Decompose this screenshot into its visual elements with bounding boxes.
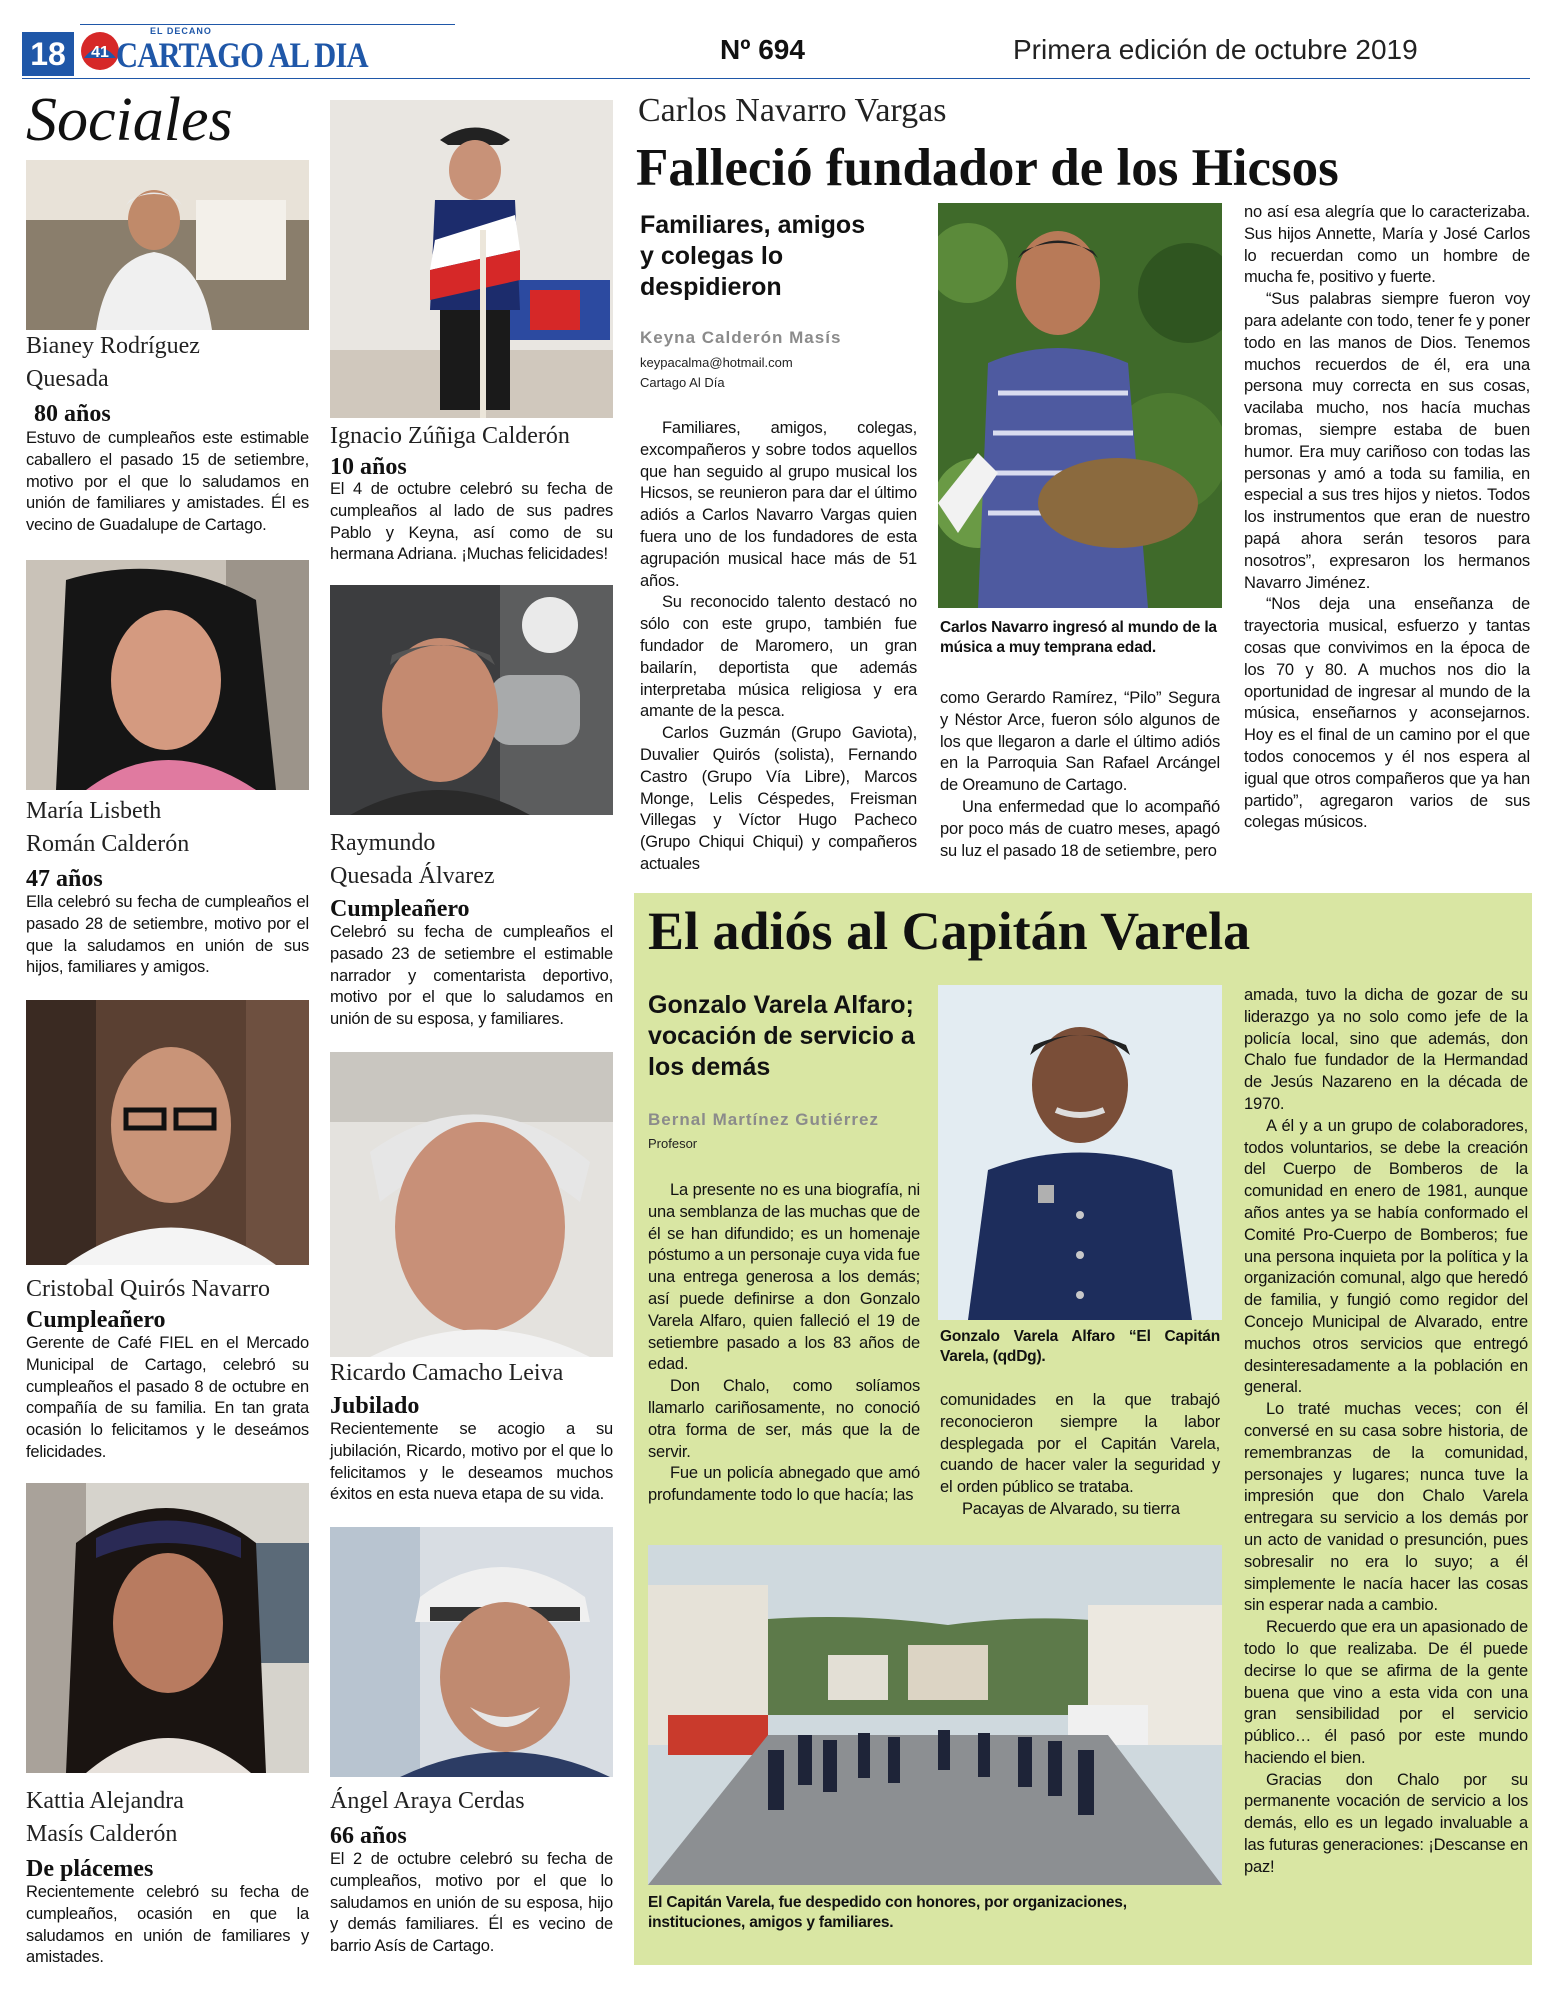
article2-headline: El adiós al Capitán Varela — [648, 901, 1251, 961]
photo-carlos-navarro — [938, 203, 1222, 608]
photo-cristobal — [26, 1000, 309, 1265]
photo-capitan-varela — [938, 985, 1222, 1320]
photo-angel — [330, 1527, 613, 1777]
socials-2-name-2: Román Calderón — [26, 831, 190, 857]
photo-kattia — [26, 1483, 309, 1773]
socials-3-text: Gerente de Café FIEL en el Mercado Municipal de Cartago, celebró su cumpleaños el pasado 8 de octubre en compañía de su familia. En tan grata ocasión lo felicitamos y le deseámos felicidades. — [26, 1334, 309, 1461]
socials-4-name-2: Masís Calderón — [26, 1821, 178, 1847]
photo-ricardo — [330, 1052, 613, 1357]
socials-1-tag: 80 años — [34, 401, 111, 427]
article2-col1: La presente no es una biografía, ni una semblanza de las muchas que de él se han difundido; es un homenaje póstumo a un personaje cuya vida fue una entrega generosa a los demás; así puede definirse a don Gonzalo Varela Alfaro, quien falleció el 19 de setiembre pasado a los 83 años de edad. Don Chalo, como solíamos llamarlo cariñosamente, no conoció otra forma de ser, más que la de servir. Fue un policía abnegado que amó profundamente todo lo que hacía; las — [648, 1181, 920, 1505]
issue-number: Nº 694 — [720, 34, 805, 65]
header-rule-short — [80, 24, 455, 25]
socials-4-name-1: Kattia Alejandra — [26, 1788, 184, 1814]
socials-3-tag: Cumpleañero — [26, 1307, 166, 1333]
edition-date: Primera edición de octubre 2019 — [1013, 34, 1418, 65]
article1-author: Keyna Calderón Masís — [640, 328, 842, 347]
logo-small-text: EL DECANO — [150, 26, 212, 36]
socials-7-text: Recientemente se acogio a su jubilación, Ricardo, motivo por el que lo felicitamos y le deseamos muchos éxitos en esta nueva etapa de su vida. — [330, 1420, 613, 1504]
socials-1-name-2: Quesada — [26, 366, 109, 392]
socials-6-name-1: Raymundo — [330, 830, 436, 856]
article2-col3: amada, tuvo la dicha de gozar de su liderazgo ya no solo como jefe de la policía local, sino que además, don Chalo fue fundador de la Hermandad de Jesús Nazareno en la década de 1970. A él y a un grupo de colaboradores, todos voluntarios, se debe la creación del Cuerpo de Bomberos de la comunidad en enero de 1981, aunque años antes ya se había conformado el Comité Pro-Cuerpo de Bomberos; fue una persona inquieta por la política y la organización comunal, algo que heredó de familia, y fungió como regidor del Concejo Municipal de Alvarado, entre muchos otros servicios que entregó desinteresadamente a la población en general. Lo traté muchas veces; con él conversé en su casa sobre historia, de remembranzas de la comunidad, personajes y lugares; nunca tuve la impresión que don Chalo Varela entregara su servicio a los demás por un acto de vanidad o presunción, pues sobresalir no era lo suyo; a él simplemente le nacía hacer las cosas sin esperar nada a cambio. Recuerdo que era un apasionado de todo lo que realizaba. De él puede decirse lo que se afirma de la gente buena que vino a esta vida con una gran sensibilidad por el servicio público… él pasó por este mundo haciendo el bien. Gracias don Chalo por su permanente vocación de servicio a los demás, ello es un legado invaluable a las futuras generaciones: ¡Descanse en paz! — [1244, 986, 1528, 1876]
article1-photo-caption: Carlos Navarro ingresó al mundo de la música a muy temprana edad. — [940, 619, 1217, 656]
socials-5-text: El 4 de octubre celebró su fecha de cumpleaños al lado de sus padres Pablo y Keyna, así como de su hermana Adriana. ¡Muchas felicidades! — [330, 480, 613, 564]
socials-8-name-1: Ángel Araya Cerdas — [330, 1788, 525, 1814]
article1-email: keypacalma@hotmail.com — [640, 355, 793, 370]
article2-col2: comunidades en la que trabajó reconocieron siempre la labor desplegada por el Capitán Varela, cuando de hacer valer la seguridad y el orden público se trataba. Pacayas de Alvarado, su tierra — [940, 1391, 1220, 1518]
socials-2-name-1: María Lisbeth — [26, 798, 162, 824]
article1-subhead: Familiares, amigos y colegas lo despidieron — [640, 211, 866, 301]
logo-main-text: CARTAGO AL DIA — [116, 35, 368, 75]
page-number: 18 — [22, 32, 74, 76]
article1-col1: Familiares, amigos, colegas, excompañeros y sobre todos aquellos que han seguido al grupo musical los Hicsos, se reunieron para dar el último adiós a Carlos Navarro Vargas quien fuera uno de los fundadores de esta agrupación musical hace más de 51 años. Su reconocido talento destacó no sólo con este grupo, también fue fundador de Maromero, un gran bailarín, deportista que además interpretaba música religiosa y era amante de la pesca. Carlos Guzmán (Grupo Gaviota), Duvalier Quirós (solista), Fernando Castro (Grupo Vía Libre), Marcos Monge, Lelis Céspedes, Freisman Villegas y Víctor Hugo Pacheco (Grupo Chiqui Chiqui) y compañeros actuales — [640, 419, 917, 873]
socials-2-tag: 47 años — [26, 866, 103, 892]
socials-1-text: Estuvo de cumpleaños este estimable caballero el pasado 15 de setiembre, motivo por el que lo saludamos en unión de familiares y amistades. Él es vecino de Guadalupe de Cartago. — [26, 429, 309, 535]
article1-headline: Falleció fundador de los Hicsos — [636, 139, 1339, 197]
socials-7-name-1: Ricardo Camacho Leiva — [330, 1360, 564, 1386]
article2-portrait-caption: Gonzalo Varela Alfaro “El Capitán Varela, (qdDg). — [940, 1328, 1220, 1365]
socials-4-tag: De plácemes — [26, 1856, 154, 1882]
article1-col3: no así esa alegría que lo caracterizaba. Sus hijos Annette, María y José Carlos lo recuerdan como un hombre de mucha fe, positivo y fuerte. “Sus palabras siempre fueron voy para adelante con todo, tener fe y poner todo en las manos de Dios. Tenemos muchos recuerdos de él, era una persona muy correcta en sus cosas, vacilaba mucho, nos hacía muchas bromas, siempre estaba de buen humor. Era muy cariñoso con todas las personas y amó a toda su familia, en especial a sus tres hijos y nietos. Todos los instrumentos que eran de nuestro papá ahora serán tesoros para nosotros”, expresaron los hermanos Navarro Jiménez. “Nos deja una enseñanza de trayectoria musical, esfuerzo y tantas cosas que convivimos en la época de los 70 y 80. A muchos nos dio la oportunidad de ingresar al mundo de la música, enseñarnos y aconsejarnos. Hoy es el final de un camino por el que todos conocemos y él nos espera al igual que otros compañeros que ya han partido”, agregaron varios de sus colegas músicos. — [1244, 203, 1530, 832]
socials-1-name-1: Bianey Rodríguez — [26, 333, 200, 359]
article2-author: Bernal Martínez Gutiérrez — [648, 1110, 879, 1129]
socials-3-name-1: Cristobal Quirós Navarro — [26, 1276, 270, 1302]
article2-subhead: Gonzalo Varela Alfaro; vocación de servicio a los demás — [648, 991, 915, 1081]
article2-author-role: Profesor — [648, 1136, 698, 1151]
photo-bianey — [26, 160, 309, 330]
socials-5-tag: 10 años — [330, 454, 407, 480]
socials-8-text: El 2 de octubre celebró su fecha de cumpleaños, motivo por el que lo saludamos en unión de su esposa, hijo y demás familiares. Él es vecino de barrio Asís de Cartago. — [330, 1850, 613, 1956]
photo-funeral-procession — [648, 1545, 1222, 1885]
socials-6-name-2: Quesada Álvarez — [330, 863, 495, 889]
article1-outlet: Cartago Al Día — [640, 375, 725, 390]
article2-photo-caption: El Capitán Varela, fue despedido con honores, por organizaciones, instituciones, amigos y familiares. — [648, 1894, 1127, 1931]
photo-maria — [26, 560, 309, 790]
socials-6-text: Celebró su fecha de cumpleaños el pasado 23 de setiembre el estimable narrador y comentarista deportivo, motivo por el que lo saludamos en unión de su esposa, y familiares. — [330, 923, 613, 1029]
socials-6-tag: Cumpleañero — [330, 896, 470, 922]
socials-2-text: Ella celebró su fecha de cumpleaños el pasado 28 de setiembre, motivo por el que la saludamos en unión de sus hijos, familiares y amigos. — [26, 893, 309, 977]
socials-7-tag: Jubilado — [330, 1393, 420, 1419]
photo-raymundo — [330, 585, 613, 815]
header-rule — [22, 78, 1530, 79]
svg-text:41: 41 — [91, 44, 109, 61]
article1-col2: como Gerardo Ramírez, “Pilo” Segura y Néstor Arce, fueron sólo algunos de los que llegaron a darle el último adiós en la Parroquia San Rafael Arcángel de Oreamuno de Cartago. Una enfermedad que lo acompañó por poco más de cuatro meses, apagó su luz el pasado 18 de setiembre, pero — [940, 689, 1220, 860]
section-title: Sociales — [26, 86, 233, 154]
logo — [78, 26, 368, 76]
socials-4-text: Recientemente celebró su fecha de cumpleaños, ocasión en que la saludamos en unión de familiares y amistades. — [26, 1883, 309, 1967]
socials-5-name-1: Ignacio Zúñiga Calderón — [330, 423, 570, 449]
socials-8-tag: 66 años — [330, 1823, 407, 1849]
photo-ignacio — [330, 100, 613, 418]
article1-kicker: Carlos Navarro Vargas — [638, 92, 947, 129]
